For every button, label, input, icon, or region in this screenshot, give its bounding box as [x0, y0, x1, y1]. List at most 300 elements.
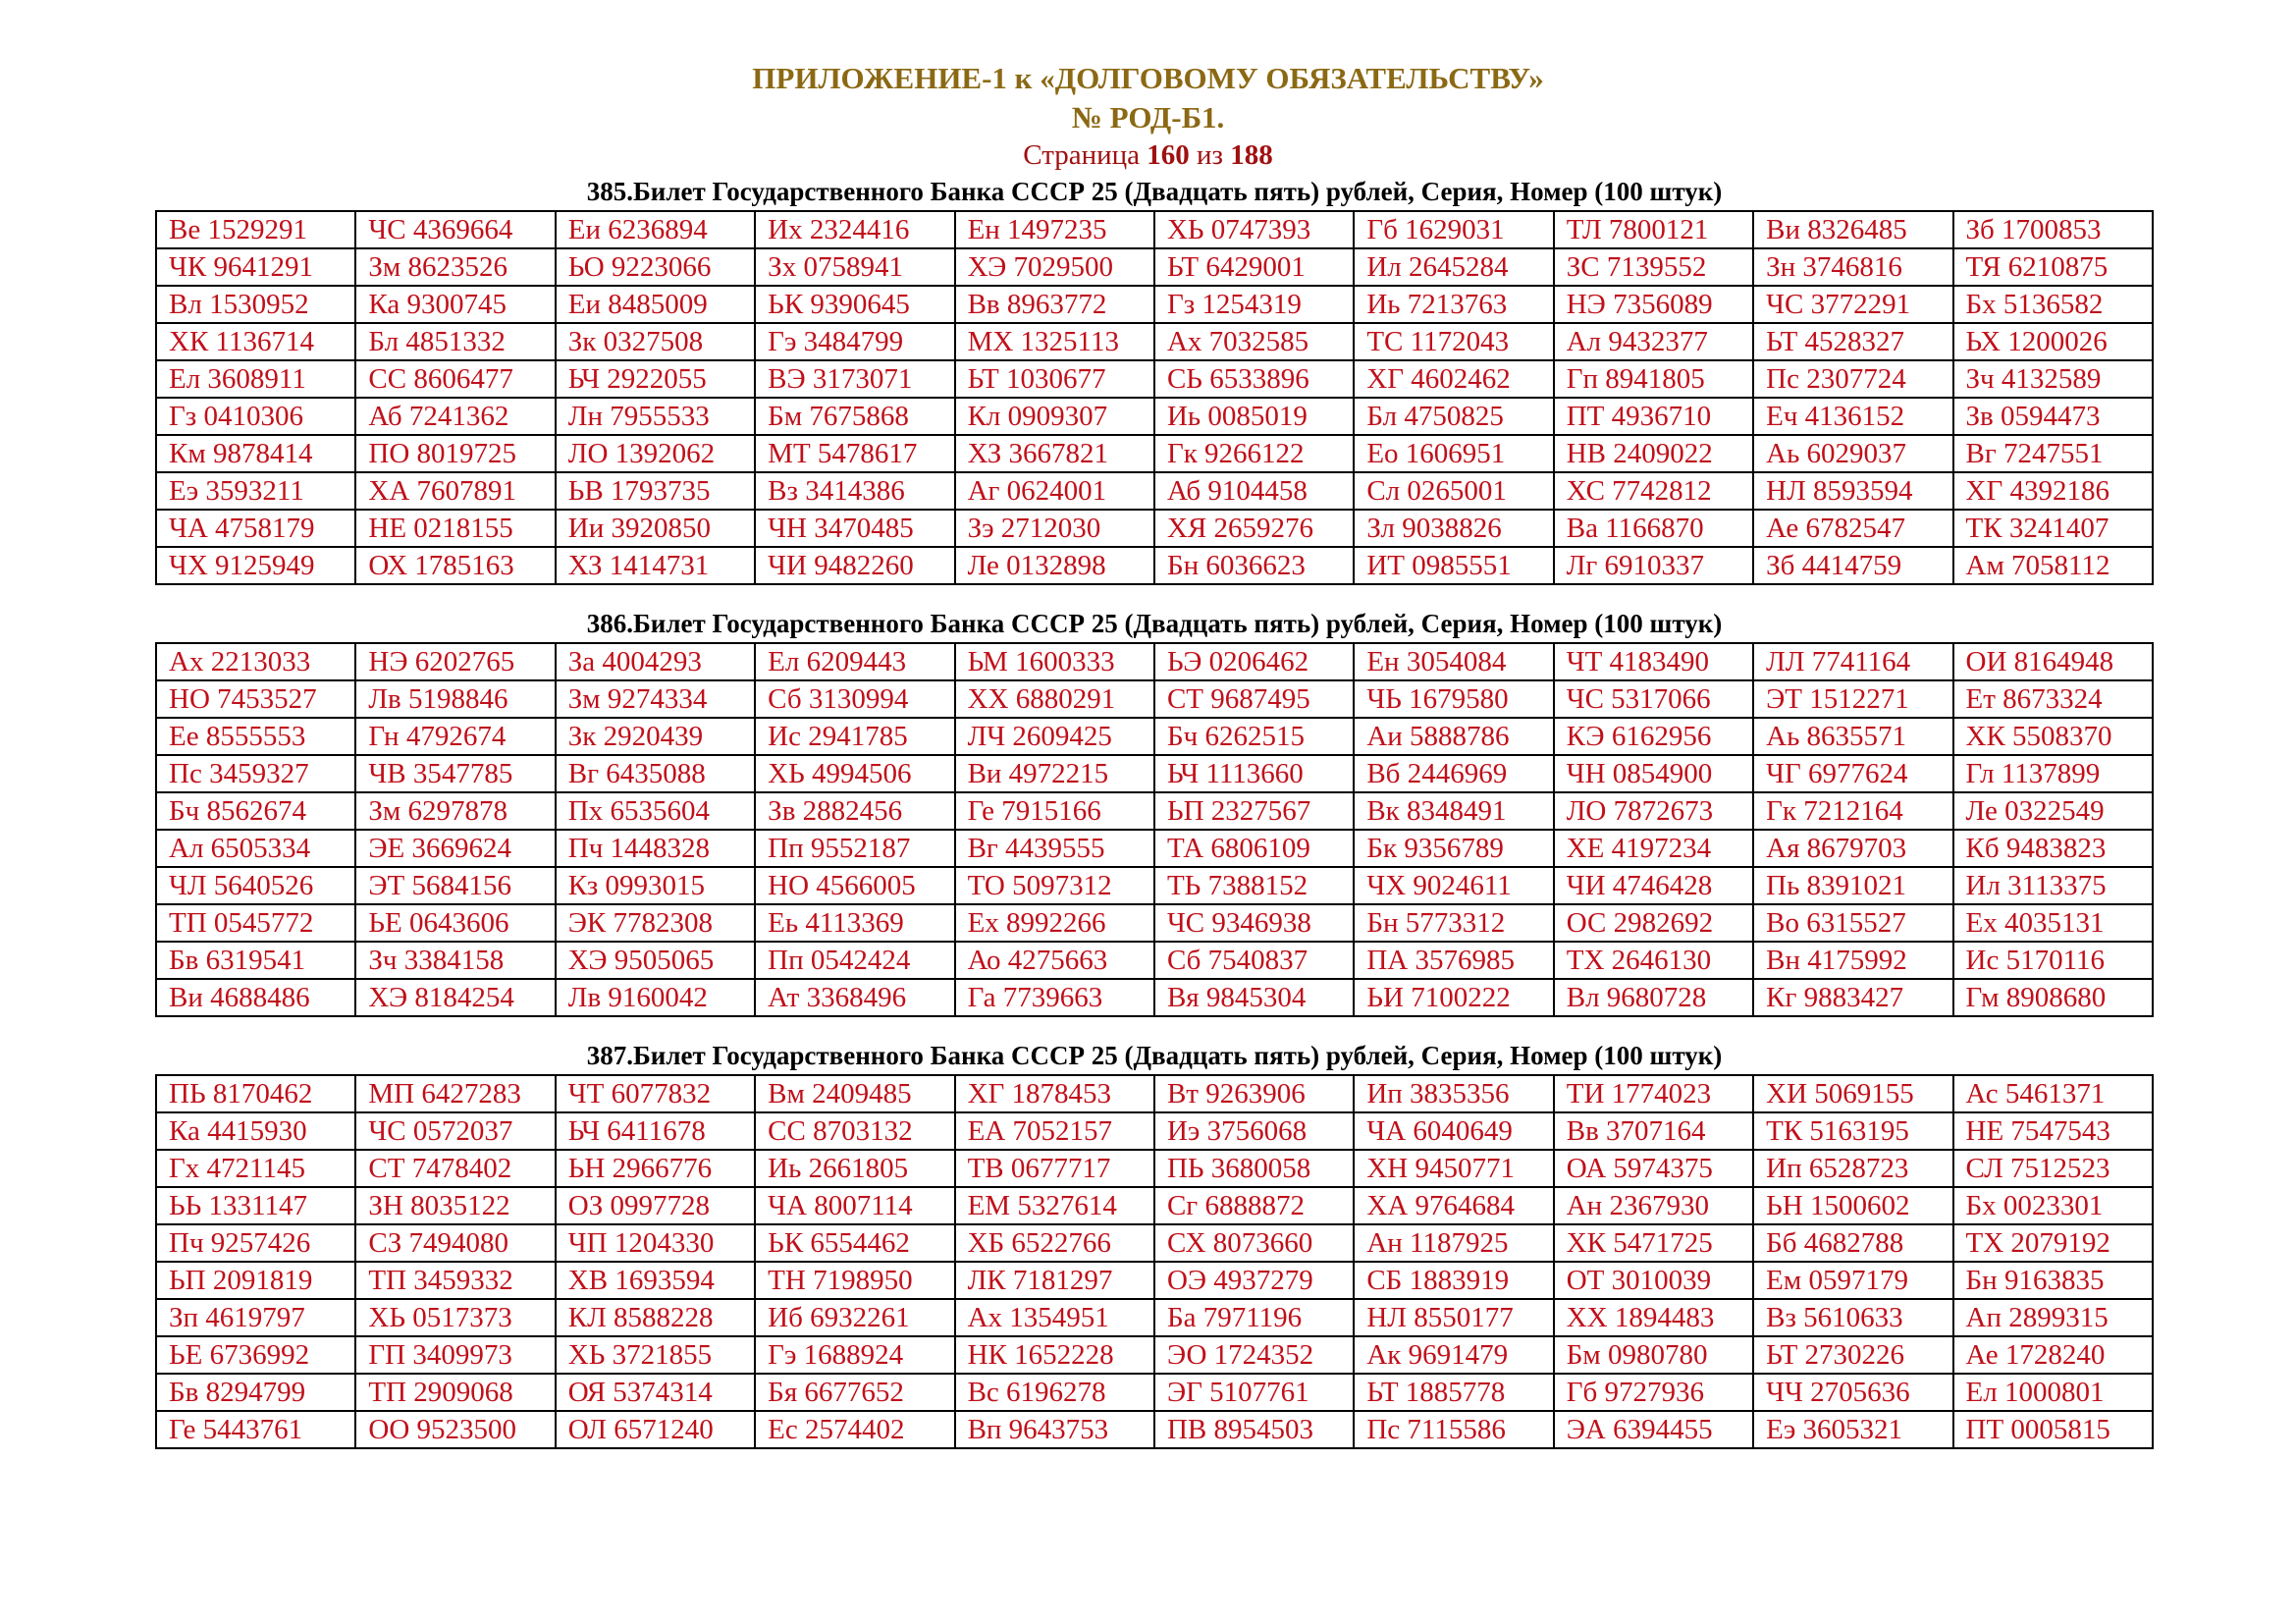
table-cell: Ис 2941785	[755, 718, 954, 755]
section-title: 385.Билет Государственного Банка СССР 25 (Двадцать пять) рублей, Серия, Номер (100 штук)	[586, 177, 1723, 206]
table-row	[156, 979, 2153, 1016]
table-cell: Вв 3707164	[1554, 1112, 1753, 1150]
table-cell: ОЭ 4937279	[1154, 1262, 1354, 1299]
table-cell: Бя 6677652	[755, 1374, 954, 1411]
table-cell: ХН 9450771	[1354, 1150, 1553, 1187]
table-cell: Бв 8294799	[156, 1374, 355, 1411]
table-cell: НЭ 6202765	[355, 643, 555, 680]
table-cell: Ал 6505334	[156, 830, 355, 867]
table-cell: Зл 9038826	[1354, 510, 1553, 547]
table-row	[156, 435, 2153, 472]
table-cell: ЬК 9390645	[755, 286, 954, 323]
table-cell: ЭТ 1512271	[1753, 680, 1952, 718]
table-cell: Аь 6029037	[1753, 435, 1952, 472]
table-cell: Гк 7212164	[1753, 792, 1952, 830]
table-cell: ТЬ 7388152	[1154, 867, 1354, 904]
table-cell: ПЬ 3680058	[1154, 1150, 1354, 1187]
table-cell: Вт 9263906	[1154, 1075, 1354, 1112]
table-cell: ХХ 6880291	[955, 680, 1154, 718]
table-cell: Аб 9104458	[1154, 472, 1354, 510]
table-cell: ЭК 7782308	[556, 904, 755, 942]
table-cell: Кл 0909307	[955, 398, 1154, 435]
table-cell: Пп 9552187	[755, 830, 954, 867]
table-cell: Пс 3459327	[156, 755, 355, 792]
table-cell: Вл 9680728	[1554, 979, 1753, 1016]
page-prefix: Страница	[1023, 139, 1141, 171]
table-cell: Бм 7675868	[755, 398, 954, 435]
table-cell: Аь 8635571	[1753, 718, 1952, 755]
table-cell: СЗ 7494080	[355, 1224, 555, 1262]
table-cell: Иь 7213763	[1354, 286, 1553, 323]
table-cell: ХС 7742812	[1554, 472, 1753, 510]
table-cell: ЬЧ 2922055	[556, 360, 755, 398]
table-row	[156, 942, 2153, 979]
table-cell: Га 7739663	[955, 979, 1154, 1016]
table-cell: ЬЕ 0643606	[355, 904, 555, 942]
table-cell: ГП 3409973	[355, 1336, 555, 1374]
table-cell: ЧС 3772291	[1753, 286, 1952, 323]
table-cell: Ее 8555553	[156, 718, 355, 755]
table-cell: Гн 4792674	[355, 718, 555, 755]
table-cell: ИТ 0985551	[1354, 547, 1553, 584]
table-cell: Кб 9483823	[1953, 830, 2153, 867]
table-cell: Ас 5461371	[1953, 1075, 2153, 1112]
table-cell: За 4004293	[556, 643, 755, 680]
table-cell: ТА 6806109	[1154, 830, 1354, 867]
table-cell: Ви 4688486	[156, 979, 355, 1016]
banknote-table	[155, 210, 2154, 585]
table-cell: ХЭ 7029500	[955, 248, 1154, 286]
table-cell: ЬТ 2730226	[1753, 1336, 1952, 1374]
table-cell: ХЭ 9505065	[556, 942, 755, 979]
table-cell: ЧН 3470485	[755, 510, 954, 547]
table-cell: ХЬ 0747393	[1154, 211, 1354, 248]
table-cell: ЬЧ 6411678	[556, 1112, 755, 1150]
table-cell: Еь 4113369	[755, 904, 954, 942]
table-row	[156, 1262, 2153, 1299]
table-cell: ЧХ 9024611	[1354, 867, 1553, 904]
table-cell: СТ 7478402	[355, 1150, 555, 1187]
table-cell: Гз 0410306	[156, 398, 355, 435]
table-cell: Бк 9356789	[1354, 830, 1553, 867]
table-cell: МТ 5478617	[755, 435, 954, 472]
table-cell: ЧС 0572037	[355, 1112, 555, 1150]
table-cell: Бх 0023301	[1953, 1187, 2153, 1224]
table-cell: Ка 9300745	[355, 286, 555, 323]
table-cell: ЧЬ 1679580	[1354, 680, 1553, 718]
table-cell: Иэ 3756068	[1154, 1112, 1354, 1150]
table-cell: ХЬ 0517373	[355, 1299, 555, 1336]
table-cell: Зв 0594473	[1953, 398, 2153, 435]
table-cell: Ах 7032585	[1154, 323, 1354, 360]
table-cell: Гх 4721145	[156, 1150, 355, 1187]
table-cell: НЭ 7356089	[1554, 286, 1753, 323]
table-cell: ЬТ 6429001	[1154, 248, 1354, 286]
table-cell: Ип 3835356	[1354, 1075, 1553, 1112]
table-row	[156, 680, 2153, 718]
table-cell: ЕА 7052157	[955, 1112, 1154, 1150]
table-cell: ТК 5163195	[1753, 1112, 1952, 1150]
table-cell: Вг 6435088	[556, 755, 755, 792]
table-cell: Ви 4972215	[955, 755, 1154, 792]
table-cell: Гэ 3484799	[755, 323, 954, 360]
table-cell: Ае 6782547	[1753, 510, 1952, 547]
table-cell: СТ 9687495	[1154, 680, 1354, 718]
table-cell: Гм 8908680	[1953, 979, 2153, 1016]
table-cell: Сг 6888872	[1154, 1187, 1354, 1224]
table-cell: Гп 8941805	[1554, 360, 1753, 398]
table-cell: Ес 2574402	[755, 1411, 954, 1448]
table-cell: ТЛ 7800121	[1554, 211, 1753, 248]
table-cell: ЗС 7139552	[1554, 248, 1753, 286]
table-cell: Еэ 3605321	[1753, 1411, 1952, 1448]
table-cell: ЛО 1392062	[556, 435, 755, 472]
table-cell: ЧС 5317066	[1554, 680, 1753, 718]
table-cell: ХК 1136714	[156, 323, 355, 360]
table-cell: ЧГ 6977624	[1753, 755, 1952, 792]
table-cell: Ле 0322549	[1953, 792, 2153, 830]
table-cell: ЬК 6554462	[755, 1224, 954, 1262]
table-cell: ОЛ 6571240	[556, 1411, 755, 1448]
table-cell: ТП 0545772	[156, 904, 355, 942]
table-cell: ХГ 4602462	[1354, 360, 1553, 398]
table-cell: Аб 7241362	[355, 398, 555, 435]
table-row	[156, 398, 2153, 435]
table-cell: Ил 3113375	[1953, 867, 2153, 904]
table-cell: Кг 9883427	[1753, 979, 1952, 1016]
table-cell: ТК 3241407	[1953, 510, 2153, 547]
table-cell: Гл 1137899	[1953, 755, 2153, 792]
table-cell: Вв 8963772	[955, 286, 1154, 323]
table-cell: ХИ 5069155	[1753, 1075, 1952, 1112]
table-cell: КЭ 6162956	[1554, 718, 1753, 755]
section-title: 386.Билет Государственного Банка СССР 25 (Двадцать пять) рублей, Серия, Номер (100 штук)	[586, 609, 1723, 638]
table-cell: Вб 2446969	[1354, 755, 1553, 792]
table-cell: Зк 0327508	[556, 323, 755, 360]
banknote-table	[155, 1074, 2154, 1449]
table-cell: ТП 3459332	[355, 1262, 555, 1299]
table-cell: Ип 6528723	[1753, 1150, 1952, 1187]
table-cell: Бх 5136582	[1953, 286, 2153, 323]
table-cell: СС 8703132	[755, 1112, 954, 1150]
table-cell: Гз 1254319	[1154, 286, 1354, 323]
table-cell: Сб 7540837	[1154, 942, 1354, 979]
table-cell: ЧП 1204330	[556, 1224, 755, 1262]
table-cell: ЧИ 4746428	[1554, 867, 1753, 904]
table-cell: ТЯ 6210875	[1953, 248, 2153, 286]
table-cell: Ао 4275663	[955, 942, 1154, 979]
table-row	[156, 1336, 2153, 1374]
table-cell: ЕМ 5327614	[955, 1187, 1154, 1224]
table-cell: ТО 5097312	[955, 867, 1154, 904]
table-cell: Пх 6535604	[556, 792, 755, 830]
table-cell: Вп 9643753	[955, 1411, 1154, 1448]
table-cell: Ви 8326485	[1753, 211, 1952, 248]
table-cell: ХВ 1693594	[556, 1262, 755, 1299]
table-cell: ЧЧ 2705636	[1753, 1374, 1952, 1411]
table-cell: Бн 9163835	[1953, 1262, 2153, 1299]
table-cell: Ах 1354951	[955, 1299, 1154, 1336]
table-cell: Зб 1700853	[1953, 211, 2153, 248]
table-cell: Кз 0993015	[556, 867, 755, 904]
table-cell: ЧА 8007114	[755, 1187, 954, 1224]
table-row	[156, 643, 2153, 680]
table-cell: Вя 9845304	[1154, 979, 1354, 1016]
table-cell: ХЬ 3721855	[556, 1336, 755, 1374]
table-cell: ХА 9764684	[1354, 1187, 1553, 1224]
table-cell: Ба 7971196	[1154, 1299, 1354, 1336]
table-cell: ЧВ 3547785	[355, 755, 555, 792]
table-cell: Ак 9691479	[1354, 1336, 1553, 1374]
table-cell: Вн 4175992	[1753, 942, 1952, 979]
table-row	[156, 211, 2153, 248]
table-cell: Вл 1530952	[156, 286, 355, 323]
table-row	[156, 286, 2153, 323]
table-cell: Ка 4415930	[156, 1112, 355, 1150]
table-cell: ЛО 7872673	[1554, 792, 1753, 830]
table-cell: ХГ 4392186	[1953, 472, 2153, 510]
table-cell: ЬП 2327567	[1154, 792, 1354, 830]
table-cell: Лв 5198846	[355, 680, 555, 718]
table-cell: Ге 7915166	[955, 792, 1154, 830]
table-cell: ЬН 2966776	[556, 1150, 755, 1187]
table-cell: Ан 1187925	[1354, 1224, 1553, 1262]
table-cell: Пп 0542424	[755, 942, 954, 979]
table-row	[156, 1187, 2153, 1224]
table-cell: Еи 6236894	[556, 211, 755, 248]
table-cell: Ео 1606951	[1354, 435, 1553, 472]
table-cell: ХХ 1894483	[1554, 1299, 1753, 1336]
table-cell: Зэ 2712030	[955, 510, 1154, 547]
table-cell: ХК 5471725	[1554, 1224, 1753, 1262]
table-cell: Ае 1728240	[1953, 1336, 2153, 1374]
table-cell: Ап 2899315	[1953, 1299, 2153, 1336]
table-cell: ЧН 0854900	[1554, 755, 1753, 792]
table-cell: ТН 7198950	[755, 1262, 954, 1299]
table-row	[156, 472, 2153, 510]
table-cell: ОХ 1785163	[355, 547, 555, 584]
table-cell: Зч 3384158	[355, 942, 555, 979]
table-cell: ХБ 6522766	[955, 1224, 1154, 1262]
table-cell: ТХ 2079192	[1953, 1224, 2153, 1262]
table-cell: ЬЬ 1331147	[156, 1187, 355, 1224]
table-cell: НЕ 0218155	[355, 510, 555, 547]
table-cell: Зк 2920439	[556, 718, 755, 755]
table-cell: Ил 2645284	[1354, 248, 1553, 286]
table-cell: ВЭ 3173071	[755, 360, 954, 398]
table-cell: ЬН 1500602	[1753, 1187, 1952, 1224]
table-cell: НЛ 8593594	[1753, 472, 1952, 510]
table-cell: НО 4566005	[755, 867, 954, 904]
table-cell: Бн 5773312	[1354, 904, 1553, 942]
table-cell: Зп 4619797	[156, 1299, 355, 1336]
table-cell: ЧА 4758179	[156, 510, 355, 547]
table-cell: НЕ 7547543	[1953, 1112, 2153, 1150]
page-current: 160	[1147, 139, 1190, 171]
table-cell: ТХ 2646130	[1554, 942, 1753, 979]
table-cell: СХ 8073660	[1154, 1224, 1354, 1262]
table-cell: Бч 6262515	[1154, 718, 1354, 755]
table-cell: ЧЛ 5640526	[156, 867, 355, 904]
table-cell: Ен 1497235	[955, 211, 1154, 248]
table-cell: Ах 2213033	[156, 643, 355, 680]
table-cell: ХГ 1878453	[955, 1075, 1154, 1112]
table-cell: ЭЕ 3669624	[355, 830, 555, 867]
table-row	[156, 867, 2153, 904]
table-cell: ЧТ 6077832	[556, 1075, 755, 1112]
table-row	[156, 904, 2153, 942]
table-cell: ТИ 1774023	[1554, 1075, 1753, 1112]
table-cell: ТВ 0677717	[955, 1150, 1154, 1187]
table-cell: Во 6315527	[1753, 904, 1952, 942]
table-cell: ХЬ 4994506	[755, 755, 954, 792]
table-row	[156, 830, 2153, 867]
table-cell: СС 8606477	[355, 360, 555, 398]
table-cell: ХЭ 8184254	[355, 979, 555, 1016]
table-cell: ПЬ 8170462	[156, 1075, 355, 1112]
table-cell: ХА 7607891	[355, 472, 555, 510]
table-row	[156, 1224, 2153, 1262]
table-cell: ЬТ 1885778	[1354, 1374, 1553, 1411]
table-cell: Ге 5443761	[156, 1411, 355, 1448]
table-cell: Ам 7058112	[1953, 547, 2153, 584]
table-cell: Аи 5888786	[1354, 718, 1553, 755]
table-cell: ЬВ 1793735	[556, 472, 755, 510]
table-cell: Гэ 1688924	[755, 1336, 954, 1374]
table-cell: ЭГ 5107761	[1154, 1374, 1354, 1411]
table-cell: Ии 3920850	[556, 510, 755, 547]
table-cell: Бв 6319541	[156, 942, 355, 979]
table-cell: НО 7453527	[156, 680, 355, 718]
table-cell: Зб 4414759	[1753, 547, 1952, 584]
table-row	[156, 1112, 2153, 1150]
table-cell: Зч 4132589	[1953, 360, 2153, 398]
table-row	[156, 755, 2153, 792]
table-cell: ПВ 8954503	[1154, 1411, 1354, 1448]
table-cell: Бм 0980780	[1554, 1336, 1753, 1374]
table-cell: КЛ 8588228	[556, 1299, 755, 1336]
table-cell: ТС 1172043	[1354, 323, 1553, 360]
table-cell: ЬТ 4528327	[1753, 323, 1952, 360]
table-cell: ЬМ 1600333	[955, 643, 1154, 680]
table-row	[156, 792, 2153, 830]
table-cell: ЭА 6394455	[1554, 1411, 1753, 1448]
table-cell: ОС 2982692	[1554, 904, 1753, 942]
table-cell: ТП 2909068	[355, 1374, 555, 1411]
table-cell: Бб 4682788	[1753, 1224, 1952, 1262]
table-cell: ЧК 9641291	[156, 248, 355, 286]
table-cell: Ис 5170116	[1953, 942, 2153, 979]
table-cell: ЧС 4369664	[355, 211, 555, 248]
table-cell: Еэ 3593211	[156, 472, 355, 510]
table-cell: Лв 9160042	[556, 979, 755, 1016]
table-cell: ОО 9523500	[355, 1411, 555, 1448]
table-row	[156, 1299, 2153, 1336]
table-cell: Вз 5610633	[1753, 1299, 1952, 1336]
table-cell: Ан 2367930	[1554, 1187, 1753, 1224]
table-cell: ОЗ 0997728	[556, 1187, 755, 1224]
table-cell: Зн 3746816	[1753, 248, 1952, 286]
table-cell: Иь 0085019	[1154, 398, 1354, 435]
table-cell: Зх 0758941	[755, 248, 954, 286]
table-cell: Еч 4136152	[1753, 398, 1952, 435]
table-cell: Лг 6910337	[1554, 547, 1753, 584]
table-cell: Ая 8679703	[1753, 830, 1952, 867]
table-row	[156, 1150, 2153, 1187]
table-cell: Ет 8673324	[1953, 680, 2153, 718]
table-row	[156, 248, 2153, 286]
table-cell: ХЗ 1414731	[556, 547, 755, 584]
table-cell: Ле 0132898	[955, 547, 1154, 584]
table-row	[156, 1374, 2153, 1411]
table-cell: СБ 1883919	[1354, 1262, 1553, 1299]
page-indicator	[0, 135, 2296, 175]
banknote-table	[155, 642, 2154, 1017]
page-total: 188	[1230, 139, 1273, 171]
table-cell: ЛЛ 7741164	[1753, 643, 1952, 680]
table-row	[156, 1075, 2153, 1112]
table-cell: Зм 9274334	[556, 680, 755, 718]
table-cell: Зм 6297878	[355, 792, 555, 830]
table-cell: ЧА 6040649	[1354, 1112, 1553, 1150]
table-cell: Гк 9266122	[1154, 435, 1354, 472]
table-cell: Еи 8485009	[556, 286, 755, 323]
table-cell: Ех 8992266	[955, 904, 1154, 942]
table-cell: Гб 9727936	[1554, 1374, 1753, 1411]
table-cell: Вг 4439555	[955, 830, 1154, 867]
table-cell: ЬЭ 0206462	[1154, 643, 1354, 680]
table-cell: Ех 4035131	[1953, 904, 2153, 942]
table-cell: Бн 6036623	[1154, 547, 1354, 584]
table-cell: Их 2324416	[755, 211, 954, 248]
table-cell: ХЕ 4197234	[1554, 830, 1753, 867]
table-cell: ПТ 4936710	[1554, 398, 1753, 435]
table-cell: ОЯ 5374314	[556, 1374, 755, 1411]
table-cell: ЛК 7181297	[955, 1262, 1154, 1299]
table-row	[156, 510, 2153, 547]
table-cell: Пч 9257426	[156, 1224, 355, 1262]
table-cell: ЛЧ 2609425	[955, 718, 1154, 755]
table-cell: НК 1652228	[955, 1336, 1154, 1374]
section-title: 387.Билет Государственного Банка СССР 25 (Двадцать пять) рублей, Серия, Номер (100 штук)	[586, 1041, 1723, 1070]
table-cell: ЬТ 1030677	[955, 360, 1154, 398]
table-cell: МХ 1325113	[955, 323, 1154, 360]
table-cell: ЧС 9346938	[1154, 904, 1354, 942]
table-cell: ОИ 8164948	[1953, 643, 2153, 680]
table-cell: Иь 2661805	[755, 1150, 954, 1187]
page-sep: из	[1197, 139, 1224, 171]
table-cell: ХК 5508370	[1953, 718, 2153, 755]
table-cell: Аг 0624001	[955, 472, 1154, 510]
table-cell: Вк 8348491	[1354, 792, 1553, 830]
table-cell: ЧТ 4183490	[1554, 643, 1753, 680]
table-cell: ЗН 8035122	[355, 1187, 555, 1224]
table-cell: ОТ 3010039	[1554, 1262, 1753, 1299]
table-cell: Иб 6932261	[755, 1299, 954, 1336]
table-cell: НЛ 8550177	[1354, 1299, 1553, 1336]
table-cell: Пс 2307724	[1753, 360, 1952, 398]
table-cell: Ел 6209443	[755, 643, 954, 680]
table-cell: Вс 6196278	[955, 1374, 1154, 1411]
table-cell: Вм 2409485	[755, 1075, 954, 1112]
table-row	[156, 360, 2153, 398]
table-cell: ХЗ 3667821	[955, 435, 1154, 472]
table-cell: Лн 7955533	[556, 398, 755, 435]
table-cell: Бл 4851332	[355, 323, 555, 360]
table-cell: ЬП 2091819	[156, 1262, 355, 1299]
table-cell: Сл 0265001	[1354, 472, 1553, 510]
table-cell: Гб 1629031	[1354, 211, 1553, 248]
